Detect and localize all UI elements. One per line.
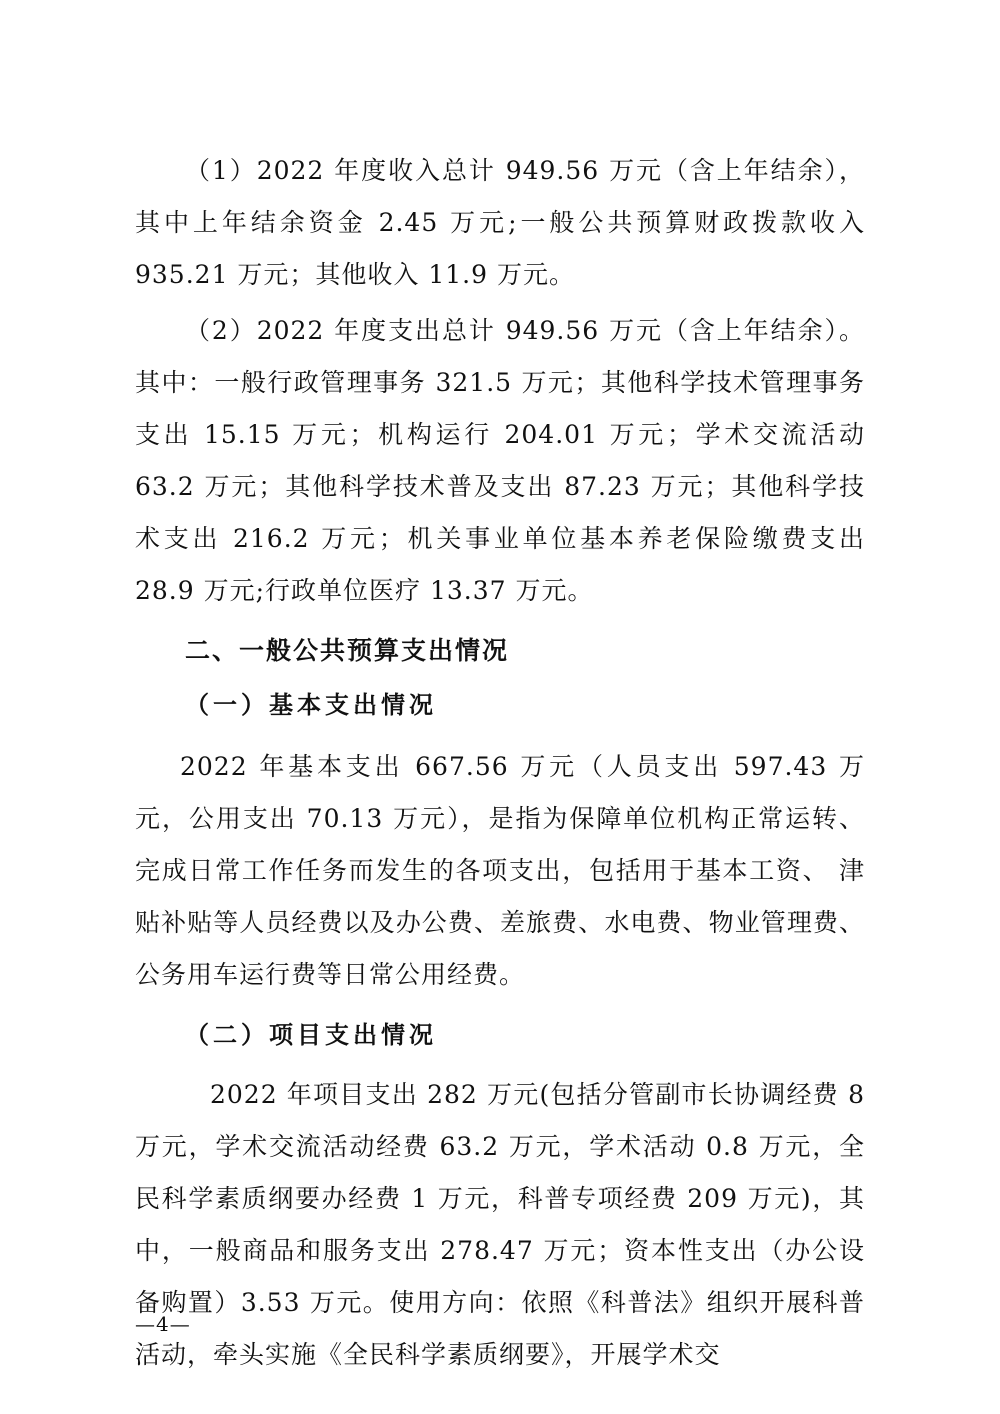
income-paragraph: （1）2022 年度收入总计 949.56 万元（含上年结余），其中上年结余资金 2.45 万元;一般公共预算财政拨款收入 935.21 万元；其他收入 11.9 万元。	[135, 156, 865, 289]
project-expenditure-paragraph: 2022 年项目支出 282 万元(包括分管副市长协调经费 8 万元，学术交流活动经费 63.2 万元，学术活动 0.8 万元，全民科学素质纲要办经费 1 万元，科普专项经费 209 万元)，其中，一般商品和服务支出 278.47 万元；资本性支出（办公设备购置）3.53 万元。使用方向：依照《科普法》组织开展科普活动，牵头实施《全民科学素质纲要》，开展学术交	[135, 1080, 865, 1369]
basic-expenditure-heading: （一）基本支出情况	[185, 691, 437, 719]
page-number: —4—	[135, 1312, 191, 1336]
project-expenditure-heading: （二）项目支出情况	[185, 1021, 437, 1049]
expenditure-paragraph: （2）2022 年度支出总计 949.56 万元（含上年结余）。其中：一般行政管理事务 321.5 万元；其他科学技术管理事务支出 15.15 万元；机构运行 204.01 万元；学术交流活动 63.2 万元；其他科学技术普及支出 87.23 万元；其他科学技术支出 216.2 万元；机关事业单位基本养老保险缴费支出 28.9 万元;行政单位医疗 13.37 万元。	[135, 316, 865, 605]
basic-expenditure-paragraph: 2022 年基本支出 667.56 万元（人员支出 597.43 万元，公用支出 70.13 万元），是指为保障单位机构正常运转、完成日常工作任务而发生的各项支出，包括用于基本工资、 津贴补贴等人员经费以及办公费、差旅费、水电费、物业管理费、 公务用车运行费等日常公用经费。	[135, 752, 865, 989]
section-two-heading: 二、一般公共预算支出情况	[185, 636, 510, 665]
document-body	[135, 145, 865, 1381]
